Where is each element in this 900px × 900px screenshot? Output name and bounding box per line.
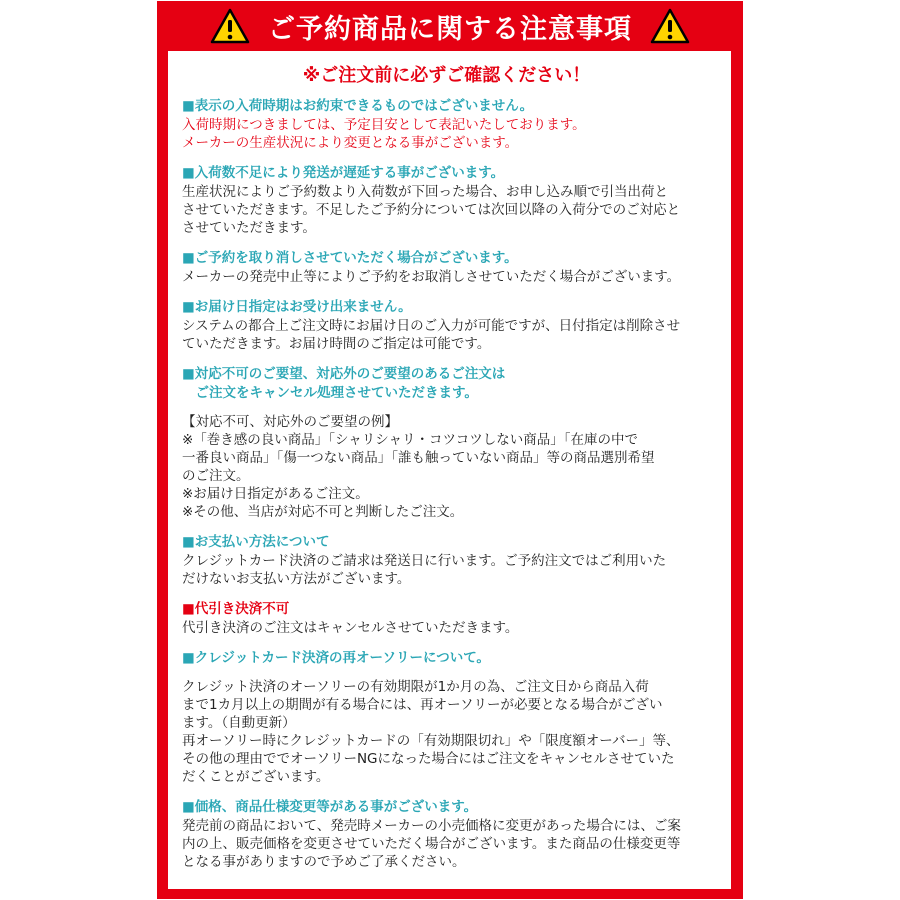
section-body: 生産状況によりご予約数より入荷数が下回った場合、お申し込み順で引当出荷と させていただきます。不足したご予約分については次回以降の入荷分でのご対応と させていただきます。	[182, 184, 681, 236]
section-heading: ■代引き決済不可	[182, 601, 290, 617]
section-heading: ■価格、商品仕様変更等がある事がございます。	[182, 799, 478, 815]
section-body: 入荷時期につきましては、予定目安として表記いたしております。 メーカーの生産状況により変更となる事がございます。	[182, 117, 586, 151]
notice-section-cod	[182, 600, 711, 637]
notice-section-requests	[182, 365, 711, 521]
section-heading: ■お届け日指定はお受け出来ません。	[182, 299, 412, 315]
notice-section-arrival	[182, 97, 711, 152]
section-body: クレジット決済のオーソリーの有効期限が1か月の為、ご注文日から商品入荷 まで1カ月以上の期間が有る場合には、再オーソリーが必要となる場合がござい ます。（自動更新） 再オーソリー時にクレジットカードの「有効期限切れ」や「限度額オーバー」等、 その他の理由ででオーソリーNGになった場合にはご注文をキャンセルさせていた だくことがございます。	[182, 679, 680, 785]
section-body: メーカーの発売中止等によりご予約をお取消しさせていただく場合がございます。	[182, 269, 681, 285]
section-heading: ■対応不可のご要望、対応外のご要望のあるご注文は ご注文をキャンセル処理させていただきます。	[182, 366, 506, 401]
section-body: 【対応不可、対応外のご要望の例】 ※「巻き感の良い商品」「シャリシャリ・コツコツしない商品」「在庫の中で 一番良い商品」「傷一つない商品」「誰も触っていない商品」等の商品選別希望 のご注文。 ※お届け日指定があるご注文。 ※その他、当店が対応不可と判断したご注文。	[182, 414, 655, 520]
section-body: 代引き決済のご注文はキャンセルさせていただきます。	[182, 620, 519, 636]
notice-header	[157, 1, 743, 51]
section-heading: ■クレジットカード決済の再オーソリーについて。	[182, 650, 490, 666]
notice-section-delivery-date	[182, 298, 711, 353]
warning-triangle-icon	[210, 8, 250, 44]
notice-section-payment	[182, 533, 711, 588]
notice-section-cancel	[182, 249, 711, 286]
section-body: システムの都合上ご注文時にお届け日のご入力が可能ですが、日付指定は削除させ ていただきます。お届け時間のご指定は可能です。	[182, 318, 681, 352]
notice-section-reauthorization	[182, 649, 711, 786]
notice-section-shortage	[182, 164, 711, 237]
section-heading: ■入荷数不足により発送が遅延する事がございます。	[182, 165, 505, 181]
section-body: クレジットカード決済のご請求は発送日に行います。ご予約注文ではご利用いた だけないお支払い方法がございます。	[182, 553, 667, 587]
page-title: ご予約商品に関する注意事項	[268, 13, 632, 45]
notice-frame	[157, 1, 743, 899]
section-body: 発売前の商品において、発売時メーカーの小売価格に変更があった場合には、ご案 内の上、販売価格を変更させていただく場合がございます。また商品の仕様変更等 となる事がありますので予めご了承ください。	[182, 818, 681, 870]
notice-panel	[168, 51, 731, 889]
warning-triangle-icon	[650, 8, 690, 44]
section-heading: ■ご予約を取り消しさせていただく場合がございます。	[182, 250, 518, 266]
section-heading: ■表示の入荷時期はお約束できるものではございません。	[182, 98, 534, 114]
section-heading: ■お支払い方法について	[182, 534, 330, 550]
notice-section-price-change	[182, 798, 711, 871]
notice-subtitle: ※ご注文前に必ずご確認ください！	[302, 65, 591, 86]
